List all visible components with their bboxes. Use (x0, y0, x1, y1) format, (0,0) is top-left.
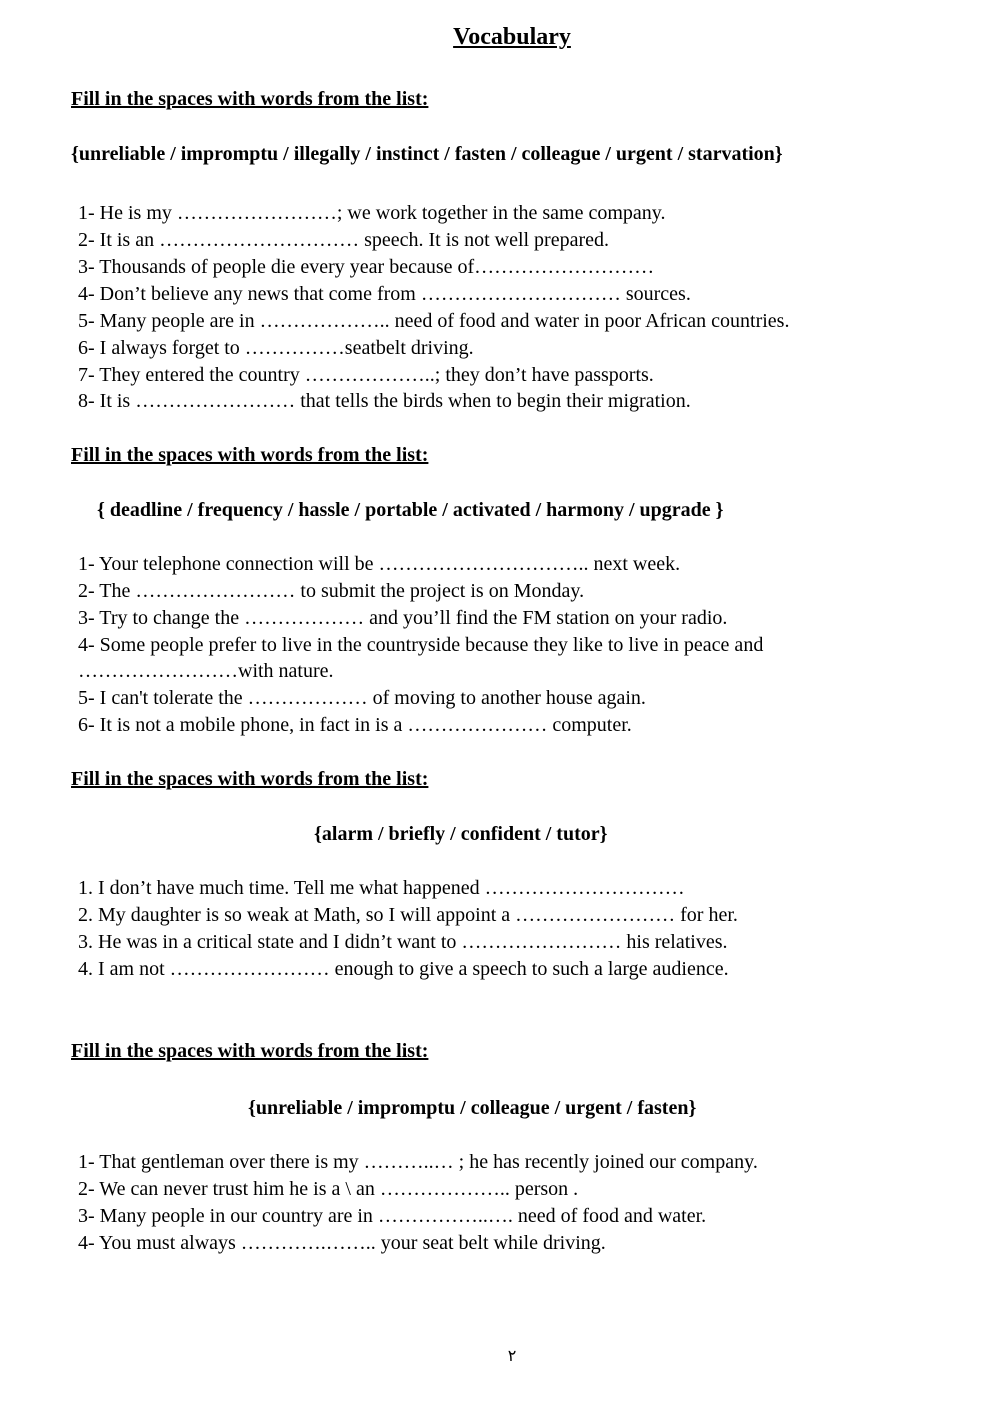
exercise-item: 6- It is not a mobile phone, in fact in is a ………………… computer. (78, 714, 632, 736)
exercise-item: 1- He is my ……………………; we work together in the same company. (78, 202, 666, 224)
exercise-item: 6- I always forget to ……………seatbelt driving. (78, 337, 474, 359)
exercise-item: 2- The …………………… to submit the project is on Monday. (78, 580, 585, 602)
exercise-item: 1. I don’t have much time. Tell me what happened ………………………… (78, 877, 685, 899)
exercise-item: 4- Don’t believe any news that come from ………………………… sources. (78, 283, 691, 305)
word-list: {alarm / briefly / confident / tutor} (314, 823, 608, 845)
exercise-item: 3- Try to change the ……………… and you’ll find the FM station on your radio. (78, 607, 728, 629)
exercise-item: 3. He was in a critical state and I didn’t want to …………………… his relatives. (78, 931, 728, 953)
exercise-item: 4- You must always ………….…….. your seat belt while driving. (78, 1232, 606, 1254)
word-list: { deadline / frequency / hassle / portable / activated / harmony / upgrade } (97, 499, 724, 521)
exercise-item: 3- Thousands of people die every year because of……………………… (78, 256, 655, 278)
exercise-item: 5- I can't tolerate the ……………… of moving to another house again. (78, 687, 646, 709)
exercise-item: 2- We can never trust him he is a \ an ……………….. person . (78, 1178, 579, 1200)
exercise-item: 8- It is …………………… that tells the birds when to begin their migration. (78, 390, 691, 412)
exercise-item: 7- They entered the country ………………..; they don’t have passports. (78, 364, 654, 386)
word-list: {unreliable / impromptu / colleague / urgent / fasten} (248, 1097, 697, 1119)
exercise-item: 4. I am not …………………… enough to give a speech to such a large audience. (78, 958, 729, 980)
exercise-item: 2. My daughter is so weak at Math, so I will appoint a …………………… for her. (78, 904, 738, 926)
section-heading: Fill in the spaces with words from the list: (71, 88, 429, 110)
section-heading: Fill in the spaces with words from the list: (71, 444, 429, 466)
exercise-item: 2- It is an ………………………… speech. It is not well prepared. (78, 229, 610, 251)
exercise-item: 5- Many people are in ……………….. need of food and water in poor African countries. (78, 310, 790, 332)
section-heading: Fill in the spaces with words from the list: (71, 1040, 429, 1062)
exercise-item: ……………………with nature. (78, 660, 334, 682)
page-title: Vocabulary (453, 24, 571, 50)
exercise-item: 4- Some people prefer to live in the countryside because they like to live in peace and (78, 634, 764, 656)
word-list: {unreliable / impromptu / illegally / instinct / fasten / colleague / urgent / starvation} (71, 143, 783, 165)
section-heading: Fill in the spaces with words from the list: (71, 768, 429, 790)
exercise-item: 1- That gentleman over there is my ………..… ; he has recently joined our company. (78, 1151, 758, 1173)
exercise-item: 3- Many people in our country are in ……………..…. need of food and water. (78, 1205, 707, 1227)
page-number: ٢ (507, 1348, 517, 1365)
exercise-item: 1- Your telephone connection will be ………………………….. next week. (78, 553, 681, 575)
